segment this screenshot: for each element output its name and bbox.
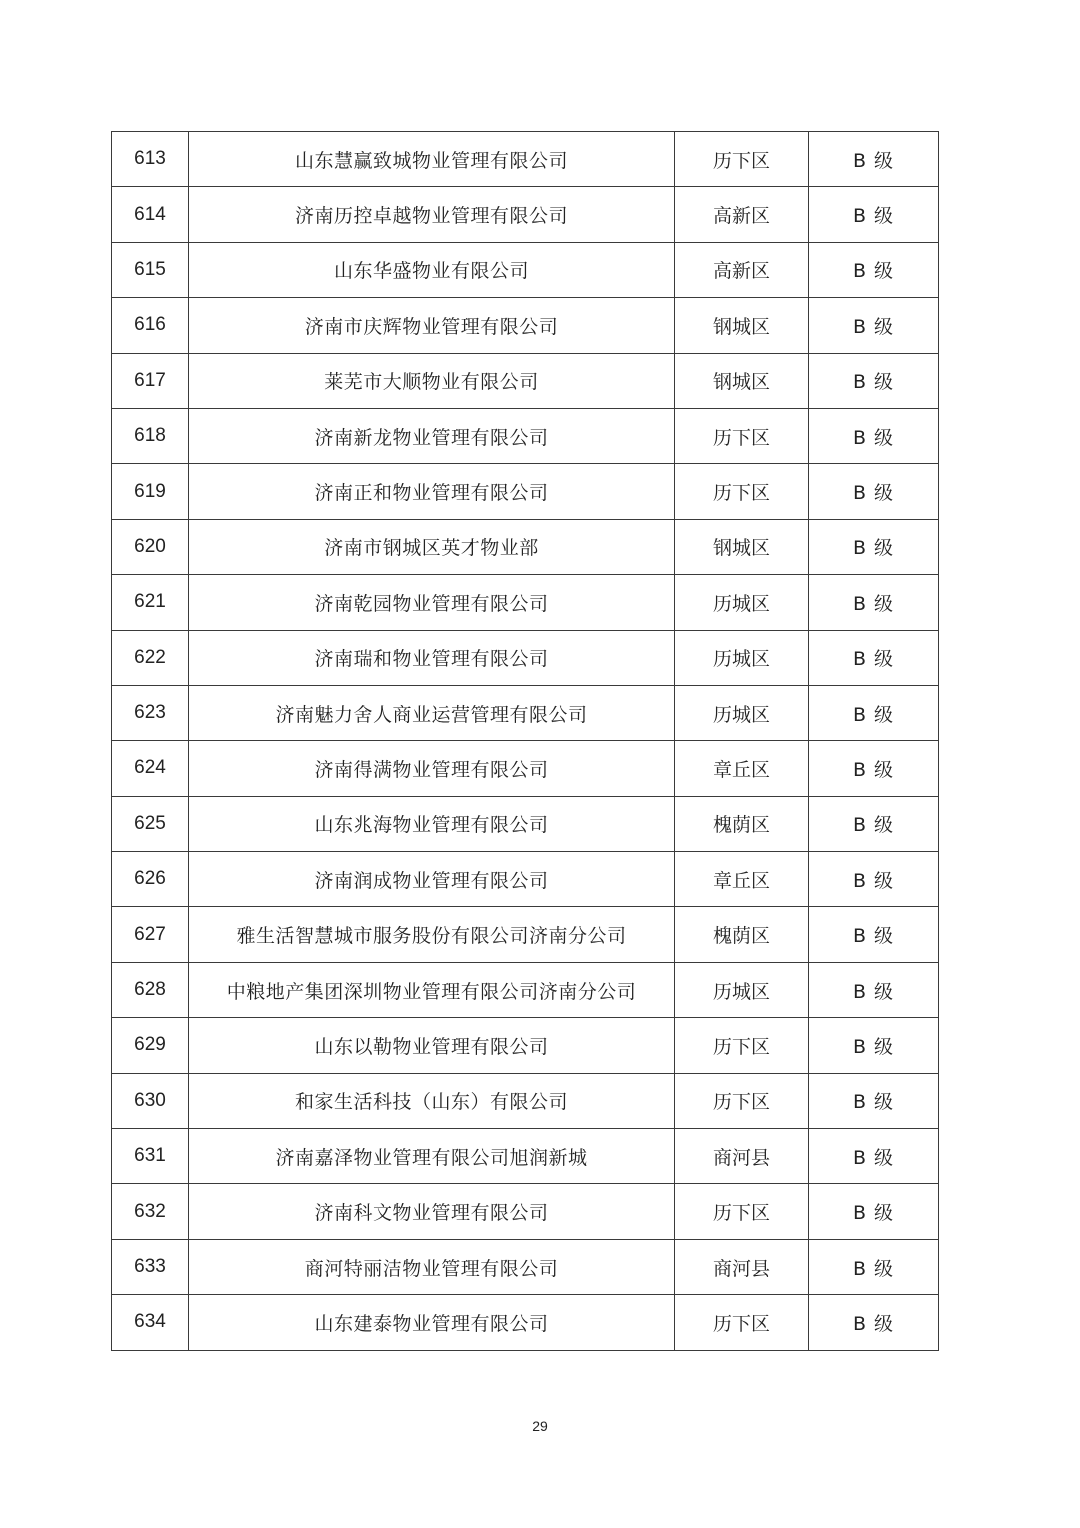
table-row — [112, 852, 939, 907]
table-row — [112, 242, 939, 297]
row-number: 633 — [112, 1239, 189, 1294]
row-number: 627 — [112, 907, 189, 962]
grade: B 级 — [809, 1018, 939, 1073]
company-name: 济南市庆辉物业管理有限公司 — [189, 298, 675, 353]
grade: B 级 — [809, 1295, 939, 1350]
company-name: 山东华盛物业有限公司 — [189, 242, 675, 297]
grade: B 级 — [809, 1129, 939, 1184]
row-number: 630 — [112, 1073, 189, 1128]
row-number: 634 — [112, 1295, 189, 1350]
table-row — [112, 464, 939, 519]
grade: B 级 — [809, 1239, 939, 1294]
table-row — [112, 1018, 939, 1073]
grade: B 级 — [809, 852, 939, 907]
table-row — [112, 741, 939, 796]
table-row — [112, 1129, 939, 1184]
row-number: 619 — [112, 464, 189, 519]
table-row — [112, 1184, 939, 1239]
district: 历城区 — [675, 962, 809, 1017]
district: 商河县 — [675, 1239, 809, 1294]
row-number: 628 — [112, 962, 189, 1017]
company-name: 莱芜市大顺物业有限公司 — [189, 353, 675, 408]
grade: B 级 — [809, 1184, 939, 1239]
company-name: 济南市钢城区英才物业部 — [189, 519, 675, 574]
grade: B 级 — [809, 630, 939, 685]
district: 历城区 — [675, 630, 809, 685]
grade: B 级 — [809, 298, 939, 353]
grade: B 级 — [809, 962, 939, 1017]
company-name: 济南瑞和物业管理有限公司 — [189, 630, 675, 685]
district: 历城区 — [675, 575, 809, 630]
company-name: 济南得满物业管理有限公司 — [189, 741, 675, 796]
company-name: 济南新龙物业管理有限公司 — [189, 408, 675, 463]
company-name: 济南科文物业管理有限公司 — [189, 1184, 675, 1239]
table-row — [112, 298, 939, 353]
company-name: 雅生活智慧城市服务股份有限公司济南分公司 — [189, 907, 675, 962]
district: 章丘区 — [675, 741, 809, 796]
grade: B 级 — [809, 187, 939, 242]
table-row — [112, 519, 939, 574]
row-number: 613 — [112, 132, 189, 187]
grade: B 级 — [809, 741, 939, 796]
company-name: 济南历控卓越物业管理有限公司 — [189, 187, 675, 242]
table-row — [112, 132, 939, 187]
district: 历下区 — [675, 1018, 809, 1073]
district: 历下区 — [675, 408, 809, 463]
company-name: 山东建泰物业管理有限公司 — [189, 1295, 675, 1350]
table-row — [112, 1239, 939, 1294]
grade: B 级 — [809, 575, 939, 630]
district: 历下区 — [675, 132, 809, 187]
district: 历下区 — [675, 1295, 809, 1350]
grade: B 级 — [809, 242, 939, 297]
table-row — [112, 408, 939, 463]
table-row — [112, 353, 939, 408]
table-row — [112, 1295, 939, 1350]
row-number: 621 — [112, 575, 189, 630]
district: 商河县 — [675, 1129, 809, 1184]
row-number: 618 — [112, 408, 189, 463]
grade: B 级 — [809, 464, 939, 519]
row-number: 620 — [112, 519, 189, 574]
row-number: 631 — [112, 1129, 189, 1184]
district: 钢城区 — [675, 298, 809, 353]
grade: B 级 — [809, 519, 939, 574]
property-company-rating-table — [111, 131, 939, 1351]
district: 槐荫区 — [675, 907, 809, 962]
district: 历下区 — [675, 464, 809, 519]
page-number: 29 — [532, 1418, 548, 1434]
row-number: 617 — [112, 353, 189, 408]
company-name: 济南乾园物业管理有限公司 — [189, 575, 675, 630]
district: 高新区 — [675, 242, 809, 297]
table-body — [112, 132, 939, 1351]
grade: B 级 — [809, 907, 939, 962]
table-row — [112, 187, 939, 242]
row-number: 615 — [112, 242, 189, 297]
company-name: 和家生活科技（山东）有限公司 — [189, 1073, 675, 1128]
district: 钢城区 — [675, 519, 809, 574]
table-row — [112, 575, 939, 630]
row-number: 622 — [112, 630, 189, 685]
row-number: 614 — [112, 187, 189, 242]
company-name: 中粮地产集团深圳物业管理有限公司济南分公司 — [189, 962, 675, 1017]
district: 章丘区 — [675, 852, 809, 907]
district: 历城区 — [675, 685, 809, 740]
company-name: 济南魅力舍人商业运营管理有限公司 — [189, 685, 675, 740]
grade: B 级 — [809, 353, 939, 408]
grade: B 级 — [809, 132, 939, 187]
district: 历下区 — [675, 1184, 809, 1239]
row-number: 616 — [112, 298, 189, 353]
company-name: 山东慧赢致城物业管理有限公司 — [189, 132, 675, 187]
district: 钢城区 — [675, 353, 809, 408]
row-number: 632 — [112, 1184, 189, 1239]
table-row — [112, 962, 939, 1017]
company-name: 山东以勒物业管理有限公司 — [189, 1018, 675, 1073]
row-number: 626 — [112, 852, 189, 907]
row-number: 623 — [112, 685, 189, 740]
company-name: 商河特丽洁物业管理有限公司 — [189, 1239, 675, 1294]
company-name: 济南润成物业管理有限公司 — [189, 852, 675, 907]
table-row — [112, 630, 939, 685]
grade: B 级 — [809, 408, 939, 463]
row-number: 625 — [112, 796, 189, 851]
grade: B 级 — [809, 685, 939, 740]
company-name: 山东兆海物业管理有限公司 — [189, 796, 675, 851]
grade: B 级 — [809, 1073, 939, 1128]
table-row — [112, 907, 939, 962]
company-name: 济南正和物业管理有限公司 — [189, 464, 675, 519]
grade: B 级 — [809, 796, 939, 851]
row-number: 629 — [112, 1018, 189, 1073]
company-name: 济南嘉泽物业管理有限公司旭润新城 — [189, 1129, 675, 1184]
row-number: 624 — [112, 741, 189, 796]
table-row — [112, 685, 939, 740]
district: 槐荫区 — [675, 796, 809, 851]
district: 历下区 — [675, 1073, 809, 1128]
table-row — [112, 796, 939, 851]
district: 高新区 — [675, 187, 809, 242]
table-row — [112, 1073, 939, 1128]
